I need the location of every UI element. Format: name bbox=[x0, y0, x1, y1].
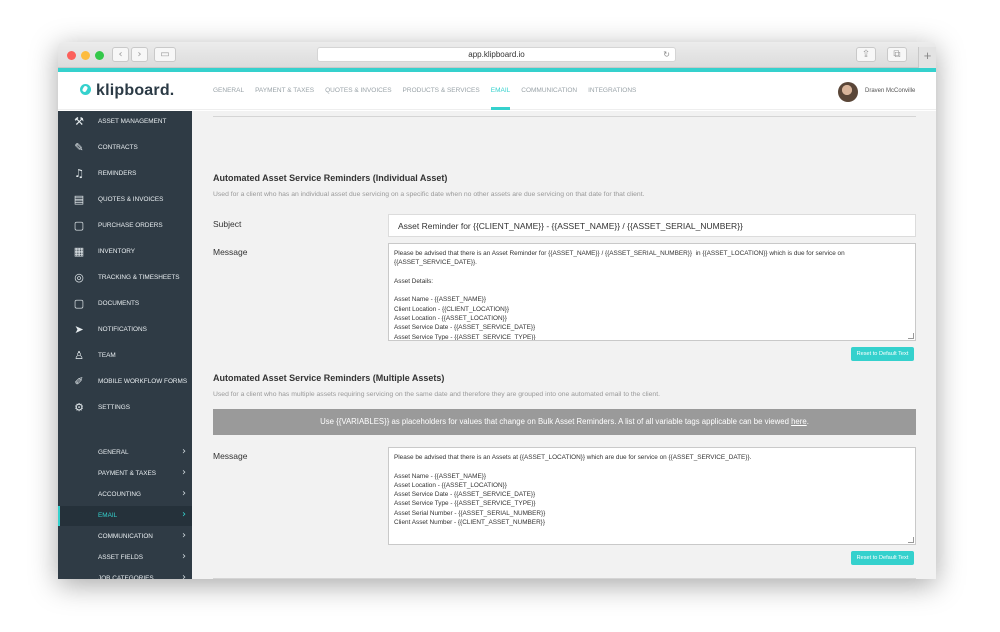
sidebar-item-documents[interactable] bbox=[58, 293, 192, 315]
minimize-window-button[interactable] bbox=[81, 51, 90, 60]
share-icon[interactable]: ⇪ bbox=[856, 47, 876, 62]
forward-icon[interactable]: › bbox=[131, 47, 148, 62]
sidebar-subitem-label: COMMUNICATION bbox=[98, 533, 153, 540]
sidebar-item-label: REMINDERS bbox=[98, 170, 137, 177]
sidebar-subitem-label: ASSET FIELDS bbox=[98, 554, 143, 561]
back-icon[interactable]: ‹ bbox=[112, 47, 129, 62]
message-line bbox=[394, 462, 910, 471]
sidebar-item-label: MOBILE WORKFLOW FORMS bbox=[98, 378, 188, 385]
sidebar-item-mobile-workflow-forms[interactable] bbox=[58, 371, 192, 393]
klipboard-logo[interactable] bbox=[80, 82, 174, 100]
bell-icon: ♫ bbox=[74, 167, 84, 180]
file-icon: ▢ bbox=[73, 219, 85, 232]
sidebar bbox=[58, 111, 192, 579]
chevron-right-icon: › bbox=[182, 530, 186, 541]
sidebar-item-quotes-invoices[interactable] bbox=[58, 189, 192, 211]
individual-section-title: Automated Asset Service Reminders (Individual Asset) bbox=[213, 173, 448, 183]
tab-payment-taxes[interactable]: PAYMENT & TAXES bbox=[255, 87, 315, 94]
resize-handle-icon[interactable] bbox=[908, 333, 914, 339]
chevron-right-icon: › bbox=[182, 488, 186, 499]
message-line: {{ASSET_SERVICE_DATE}}. bbox=[394, 259, 477, 267]
sidebar-item-tracking-timesheets[interactable] bbox=[58, 267, 192, 289]
message-line: Asset Details: bbox=[394, 277, 434, 285]
sidebar-subitem-label: PAYMENT & TAXES bbox=[98, 470, 157, 477]
document-icon: ▤ bbox=[73, 193, 85, 206]
settings-subitem-communication[interactable] bbox=[58, 527, 192, 547]
divider bbox=[213, 578, 916, 579]
reload-icon[interactable]: ↻ bbox=[663, 50, 670, 59]
multiple-message-textarea[interactable] bbox=[388, 447, 916, 545]
contract-icon: ✎ bbox=[74, 141, 84, 154]
pen-icon: ✐ bbox=[74, 375, 84, 388]
sidebar-toggle-icon[interactable]: ▭ bbox=[154, 47, 176, 62]
message-line: Client Asset Number - {{CLIENT_ASSET_NUMBER}} bbox=[394, 519, 545, 527]
variables-help-link[interactable]: here bbox=[791, 417, 807, 426]
wrench-icon: ⚒ bbox=[74, 115, 84, 128]
message-line: Asset Location - {{ASSET_LOCATION}} bbox=[394, 481, 507, 489]
banner-text: Use {{VARIABLES}} as placeholders for values that change on Bulk Asset Reminders. A list of all variable tags applicable can be viewed bbox=[320, 417, 792, 426]
resize-handle-icon[interactable] bbox=[908, 537, 914, 543]
sidebar-subitem-label: ACCOUNTING bbox=[98, 491, 141, 498]
individual-message-textarea[interactable] bbox=[388, 243, 916, 341]
sidebar-item-team[interactable] bbox=[58, 345, 192, 367]
sidebar-subitem-label: JOB CATEGORIES bbox=[98, 575, 154, 579]
individual-section-description: Used for a client who has an individual asset due servicing on a specific date when no other assets are due servicing on that date for that client. bbox=[213, 191, 645, 198]
settings-subitem-asset-fields[interactable] bbox=[58, 548, 192, 568]
logo-text: klipboard. bbox=[96, 82, 175, 99]
sidebar-item-asset-management[interactable] bbox=[58, 111, 192, 133]
message-line: Asset Name - {{ASSET_NAME}} bbox=[394, 472, 486, 480]
message-line: Please be advised that there is an Assets at {{ASSET_LOCATION}} which are due for service on {{ASSET_SERVICE_DATE}}. bbox=[394, 454, 752, 461]
multiple-section-description: Used for a client who has multiple assets requiring servicing on the same date and therefore they are grouped into one automated email to the client. bbox=[213, 391, 660, 398]
settings-subitem-job-categories[interactable] bbox=[58, 569, 192, 579]
sidebar-item-notifications[interactable] bbox=[58, 319, 192, 341]
documents-icon: ▢ bbox=[73, 297, 85, 310]
show-tabs-icon[interactable]: ⧉ bbox=[887, 47, 907, 62]
sidebar-item-label: QUOTES & INVOICES bbox=[98, 196, 164, 203]
tab-communication[interactable]: COMMUNICATION bbox=[521, 87, 578, 94]
subject-label: Subject bbox=[213, 219, 242, 229]
browser-toolbar bbox=[58, 42, 936, 68]
settings-subitem-accounting[interactable] bbox=[58, 485, 192, 505]
user-name[interactable]: Draven McConville bbox=[865, 88, 916, 94]
browser-window bbox=[58, 42, 936, 579]
message-line bbox=[394, 286, 910, 295]
message-line: Client Location - {{CLIENT_LOCATION}} bbox=[394, 305, 509, 313]
email-settings-content bbox=[192, 111, 936, 579]
variables-banner bbox=[213, 409, 916, 435]
tab-quotes-invoices[interactable]: QUOTES & INVOICES bbox=[325, 87, 392, 94]
barcode-icon: ▦ bbox=[73, 245, 85, 258]
sidebar-item-label: INVENTORY bbox=[98, 248, 136, 255]
sidebar-subitem-label: EMAIL bbox=[98, 512, 118, 519]
subject-input[interactable]: Asset Reminder for {{CLIENT_NAME}} - {{ASSET_NAME}} / {{ASSET_SERIAL_NUMBER}} bbox=[388, 214, 916, 237]
reset-multiple-button[interactable]: Reset to Default Text bbox=[851, 551, 914, 565]
tab-general[interactable]: GENERAL bbox=[213, 87, 245, 94]
gear-icon: ⚙ bbox=[74, 401, 84, 414]
sidebar-item-purchase-orders[interactable] bbox=[58, 215, 192, 237]
message-line: Asset Name - {{ASSET_NAME}} bbox=[394, 296, 486, 304]
tab-integrations[interactable]: INTEGRATIONS bbox=[588, 87, 637, 94]
banner-tail: . bbox=[806, 417, 809, 426]
message-line: Asset Service Type - {{ASSET_SERVICE_TYPE}} bbox=[394, 333, 536, 341]
chevron-right-icon: › bbox=[182, 551, 186, 562]
team-icon: ♙ bbox=[74, 349, 84, 362]
settings-tabs bbox=[213, 72, 647, 110]
settings-subitem-payment-taxes[interactable] bbox=[58, 464, 192, 484]
avatar[interactable] bbox=[838, 82, 858, 102]
message-label: Message bbox=[213, 247, 248, 257]
sidebar-item-inventory[interactable] bbox=[58, 241, 192, 263]
sidebar-item-contracts[interactable] bbox=[58, 137, 192, 159]
message-line: Asset Service Type - {{ASSET_SERVICE_TYPE}} bbox=[394, 500, 536, 508]
multiple-message-label: Message bbox=[213, 451, 248, 461]
sidebar-item-label: TRACKING & TIMESHEETS bbox=[98, 274, 180, 281]
divider bbox=[213, 116, 916, 117]
close-window-button[interactable] bbox=[67, 51, 76, 60]
app-header bbox=[58, 72, 936, 110]
new-tab-button[interactable]: + bbox=[918, 47, 936, 68]
settings-subitem-general[interactable] bbox=[58, 443, 192, 463]
sidebar-item-label: SETTINGS bbox=[98, 404, 130, 411]
sidebar-item-settings[interactable] bbox=[58, 397, 192, 419]
message-line: Asset Serial Number - {{ASSET_SERIAL_NUMBER}} bbox=[394, 509, 546, 517]
chevron-right-icon: › bbox=[182, 467, 186, 478]
sidebar-item-label: CONTRACTS bbox=[98, 144, 138, 151]
sidebar-item-reminders[interactable] bbox=[58, 163, 192, 185]
logo-icon bbox=[80, 84, 91, 95]
address-bar[interactable] bbox=[317, 47, 676, 62]
message-line: Asset Service Date - {{ASSET_SERVICE_DATE}} bbox=[394, 324, 536, 332]
message-line: Please be advised that there is an Asset Reminder for {{ASSET_NAME}} / {{ASSET_SERIAL_NUMBER}} in {{ASSET_LOCATION}} which is due for service on bbox=[394, 250, 845, 257]
chevron-right-icon: › bbox=[182, 509, 186, 520]
sidebar-item-label: ASSET MANAGEMENT bbox=[98, 118, 167, 125]
sidebar-item-label: DOCUMENTS bbox=[98, 300, 140, 307]
message-line: Asset Service Date - {{ASSET_SERVICE_DATE}} bbox=[394, 491, 536, 499]
message-line bbox=[394, 268, 910, 277]
multiple-section-title: Automated Asset Service Reminders (Multiple Assets) bbox=[213, 373, 445, 383]
maximize-window-button[interactable] bbox=[95, 51, 104, 60]
sidebar-subitem-label: GENERAL bbox=[98, 449, 129, 456]
sidebar-item-label: PURCHASE ORDERS bbox=[98, 222, 163, 229]
location-icon: ◎ bbox=[74, 271, 84, 284]
settings-subitem-email[interactable] bbox=[58, 506, 192, 526]
paper-plane-icon: ➤ bbox=[74, 323, 84, 336]
sidebar-item-label: TEAM bbox=[98, 352, 116, 359]
message-line: Asset Location - {{ASSET_LOCATION}} bbox=[394, 315, 507, 323]
sidebar-item-label: NOTIFICATIONS bbox=[98, 326, 147, 333]
chevron-right-icon: › bbox=[182, 572, 186, 579]
tab-email[interactable]: EMAIL bbox=[491, 72, 511, 110]
url-text: app.klipboard.io bbox=[468, 50, 525, 59]
chevron-right-icon: › bbox=[182, 446, 186, 457]
reset-individual-button[interactable]: Reset to Default Text bbox=[851, 347, 914, 361]
tab-products-services[interactable]: PRODUCTS & SERVICES bbox=[402, 87, 480, 94]
